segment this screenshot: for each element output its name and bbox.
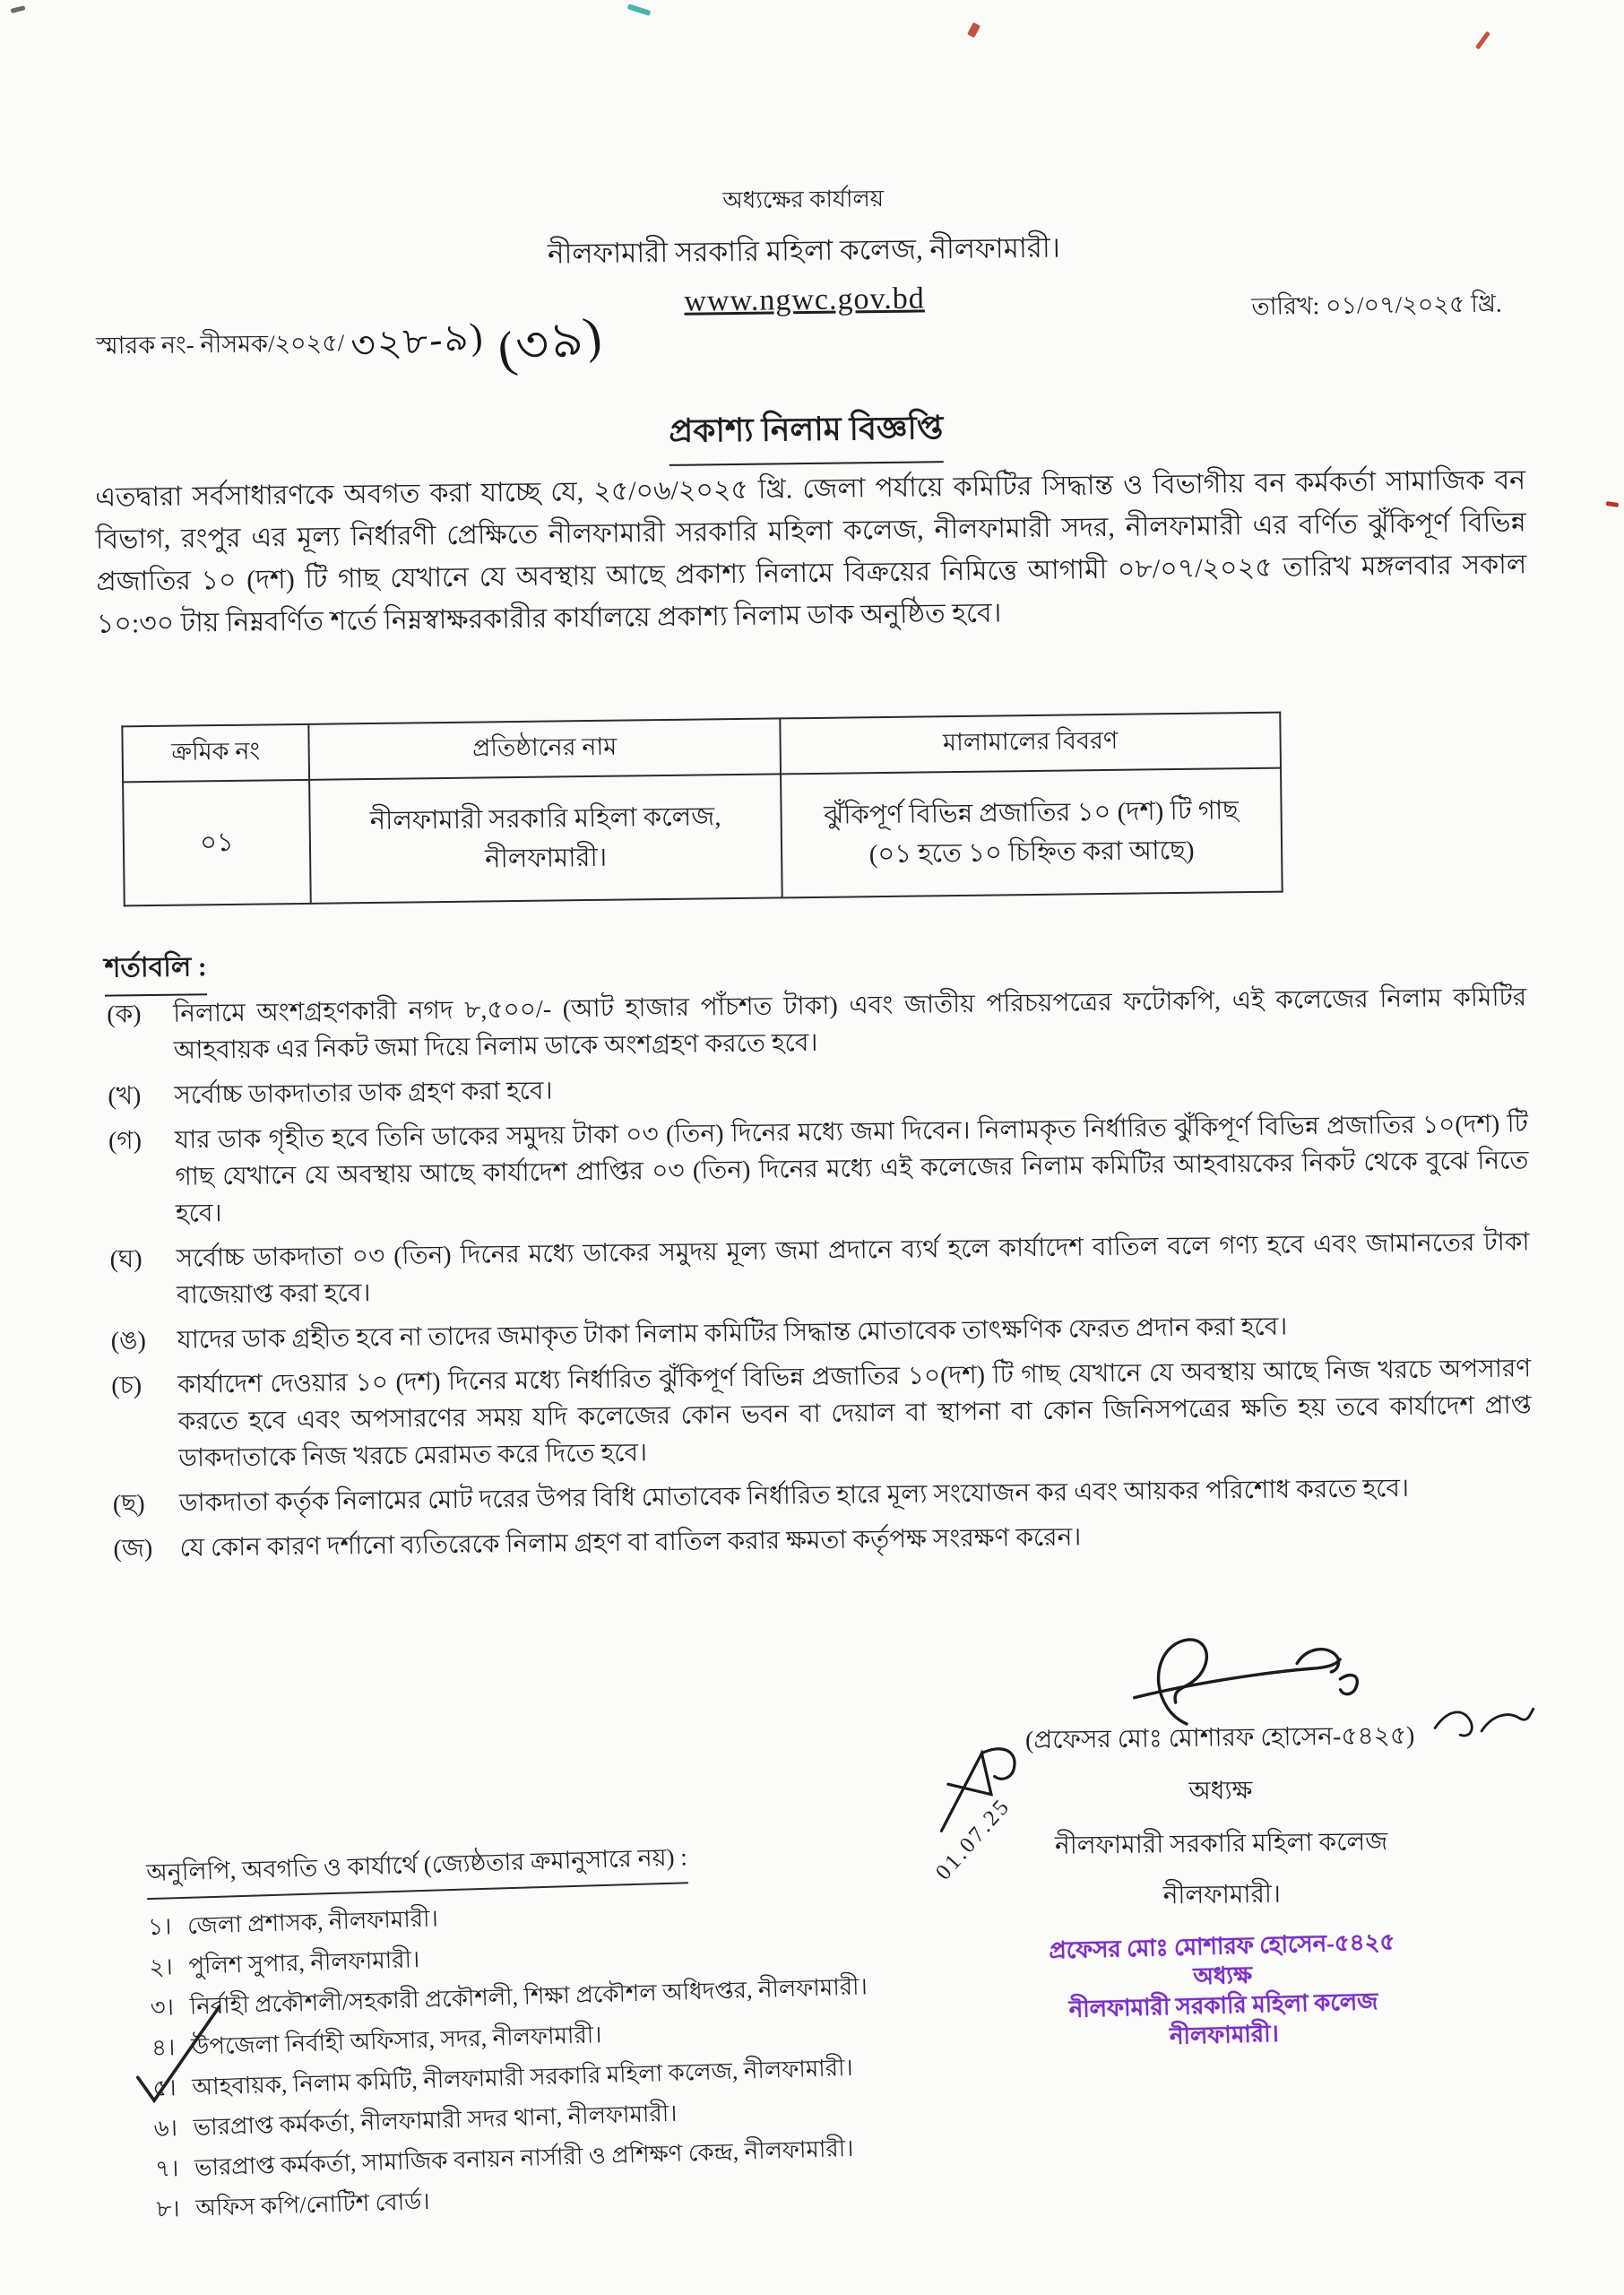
term-label: (ঙ) xyxy=(110,1327,147,1355)
term-label: (গ) xyxy=(108,1127,143,1156)
column-header-serial: ক্রমিক নং xyxy=(122,724,309,783)
term-label: (জ) xyxy=(113,1535,153,1563)
signatory-name: (প্রফেসর মোঃ মোশারফ হোসেন-৫৪২৫) xyxy=(924,1714,1516,1763)
term-text: যে কোন কারণ দর্শানো ব্যতিরেকে নিলাম গ্রহণ বা বাতিল করার ক্ষমতা কর্তৃপক্ষ সংরক্ষণ করেন। xyxy=(179,1523,1082,1563)
term-text: সর্বোচ্চ ডাকদাতার ডাক গ্রহণ করা হবে। xyxy=(174,1077,553,1110)
description-line1: ঝুঁকিপূর্ণ বিভিন্ন প্রজাতির ১০ (দশ) টি গাছ xyxy=(824,796,1240,830)
notice-title: প্রকাশ্য নিলাম বিজ্ঞপ্তি xyxy=(669,403,944,466)
distribution-item: ৬। ভারপ্রাপ্ত কর্মকর্তা, নীলফামারী সদর থানা, নীলফামারী। xyxy=(153,2100,678,2143)
signatory-district: নীলফামারী। xyxy=(1162,1880,1282,1910)
column-header-institution: প্রতিষ্ঠানের নাম xyxy=(308,718,781,779)
auction-items-table xyxy=(121,712,1283,907)
cell-description xyxy=(781,768,1283,898)
website-link[interactable]: www.ngwc.gov.bd xyxy=(684,281,925,318)
term-text: নিলামে অংশগ্রহণকারী নগদ ৮,৫০০/- (আট হাজার পাঁচশত টাকা) এবং জাতীয় পরিচয়পত্রের ফটোকপি, এই কলেজের নিলাম কমিটির আহবায়ক এর নিকট জমা দিয়ে নিলাম ডাকে অংশগ্রহণ করতে হবে। xyxy=(173,983,1527,1065)
term-item xyxy=(110,1305,1530,1359)
distribution-item: ৮। অফিস কপি/নোটিশ বোর্ড। xyxy=(156,2187,430,2222)
table-row xyxy=(123,768,1283,906)
cell-institution xyxy=(309,774,782,903)
term-text: যাদের ডাক গ্রহীত হবে না তাদের জমাকৃত টাকা নিলাম কমিটির সিদ্ধান্ত মোতাবেক তাৎক্ষণিক ফেরত প্রদান করা হবে। xyxy=(177,1312,1288,1355)
office-name: অধ্যক্ষের কার্যালয় xyxy=(722,185,885,214)
signatory-college: নীলফামারী সরকারি মহিলা কলেজ xyxy=(1054,1828,1388,1860)
term-item xyxy=(108,1061,1527,1114)
college-name: নীলফামারী সরকারি মহিলা কলেজ, নীলফামারী। xyxy=(547,231,1061,270)
term-label: (ছ) xyxy=(112,1490,145,1519)
column-header-description: মালামালের বিবরণ xyxy=(780,713,1281,775)
checkmark-ink xyxy=(130,1999,229,2108)
term-label: (ঘ) xyxy=(109,1245,143,1274)
description-line2: (০১ হতে ১০ চিহ্নিত করা আছে) xyxy=(868,836,1195,870)
issue-date: তারিখ: ০১/০৭/২০২৫ খ্রি. xyxy=(1251,290,1502,320)
distribution-item: ৭। ভারপ্রাপ্ত কর্মকর্তা, সামাজিক বনায়ন নার্সারী ও প্রশিক্ষণ কেন্দ্র, নীলফামারী। xyxy=(154,2135,854,2182)
memo-number-label: স্মারক নং- নীসমক/২০২৫/ xyxy=(95,329,345,359)
distribution-item: ২। পুলিশ সুপার, নীলফামারী। xyxy=(149,1946,420,1981)
institution-line1: নীলফামারী সরকারি মহিলা কলেজ, xyxy=(369,802,721,836)
stamp-designation: অধ্যক্ষ xyxy=(1192,1962,1253,1990)
term-text: ডাকদাতা কর্তৃক নিলামের মোট দরের উপর বিধি মোতাবেক নির্ধারিত হারে মূল্য সংযোজন কর এবং আয়কর পরিশোধ করতে হবে। xyxy=(178,1474,1410,1518)
signatory-designation: অধ্যক্ষ xyxy=(1188,1777,1253,1806)
distribution-list xyxy=(146,1829,1035,2237)
term-text: যার ডাক গৃহীত হবে তিনি ডাকের সমুদয় টাকা ০৩ (তিন) দিনের মধ্যে জমা দিবেন। নিলামকৃত নির্ধারিত ঝুঁকিপূর্ণ বিভিন্ন প্রজাতির ১০(দশ) টি গাছ যেখানে যে অবস্থায় আছে কার্যাদেশ প্রাপ্তির ০৩ (তিন) দিনের মধ্যে এই কলেজের নিলাম কমিটির আহবায়কের নিকট থেকে বুঝে নিতে হবে। xyxy=(174,1110,1529,1228)
term-item xyxy=(107,979,1527,1070)
term-item xyxy=(113,1513,1533,1567)
memo-number-line xyxy=(95,306,608,379)
term-item xyxy=(113,1468,1533,1522)
handwritten-memo-number: ৩২৮-৯) xyxy=(349,316,486,368)
term-text: কার্যাদেশ দেওয়ার ১০ (দশ) দিনের মধ্যে নির্ধারিত ঝুঁকিপূর্ণ বিভিন্ন প্রজাতির ১০(দশ) টি গাছ যেখানে যে অবস্থায় আছে নিজ খরচে অপসারণ করতে হবে এবং অপসারণের সময় যদি কলেজের কোন ভবন বা দেয়াল বা স্থাপনা বা কোন জিনিসপত্রের ক্ষতি হয় তবে কার্যাদেশ প্রাপ্ত ডাকদাতাকে নিজ খরচে মেরামত করে দিতে হবে। xyxy=(177,1355,1532,1473)
terms-heading: শর্তাবলি : xyxy=(104,945,207,996)
stamp-college: নীলফামারী সরকারি মহিলা কলেজ xyxy=(1068,1988,1378,2022)
stamp-name: প্রফেসর মোঃ মোশারফ হোসেন-৫৪২৫ xyxy=(1049,1928,1395,1964)
distribution-item: ৪। উপজেলা নির্বাহী অফিসার, সদর, নীলফামারী। xyxy=(151,2022,602,2062)
term-label: (খ) xyxy=(108,1082,142,1111)
distribution-item: ৩। নির্বাহী প্রকৌশলী/সহকারী প্রকৌশলী, শিক্ষা প্রকৌশল অধিদপ্তর, নীলফামারী। xyxy=(150,1973,868,2022)
distribution-heading: অনুলিপি, অবগতি ও কার্যার্থে (জ্যেষ্ঠতার ক্রমানুসারে নয়) : xyxy=(146,1839,688,1900)
institution-line2: নীলফামারী। xyxy=(484,843,608,874)
terms-list xyxy=(107,979,1533,1575)
signature-ink-overlay xyxy=(1430,1691,1538,1742)
term-item xyxy=(108,1105,1529,1233)
term-item xyxy=(111,1350,1532,1477)
handwritten-memo-number-circled: (৩৯) xyxy=(493,306,608,379)
notice-body-paragraph: এতদ্বারা সর্বসাধারণকে অবগত করা যাচ্ছে যে, ২৫/০৬/২০২৫ খ্রি. জেলা পর্যায়ে কমিটির সিদ্ধান্ত ও বিভাগীয় বন কর্মকর্তা সামাজিক বন বিভাগ, রংপুর এর মূল্য নির্ধারণী প্রেক্ষিতে নীলফামারী সরকারি মহিলা কলেজ, নীলফামারী সদর, নীলফামারী এর বর্ণিত ঝুঁকিপূর্ণ বিভিন্ন প্রজাতির ১০ (দশ) টি গাছ যেখানে যে অবস্থায় আছে প্রকাশ্য নিলামে বিক্রয়ের নিমিত্তে আগামী ০৮/০৭/২০২৫ তারিখ মঙ্গলবার সকাল ১০:৩০ টায় নিম্নবর্ণিত শর্তে নিম্নস্বাক্ষরকারীর কার্যালয়ে প্রকাশ্য নিলাম ডাক অনুষ্ঠিত হবে। xyxy=(95,465,1527,639)
term-item xyxy=(109,1224,1530,1314)
term-text: সর্বোচ্চ ডাকদাতা ০৩ (তিন) দিনের মধ্যে ডাকের সমুদয় মূল্য জমা প্রদানে ব্যর্থ হলে কার্যাদেশ বাতিল বলে গণ্য হবে এবং জামানতের টাকা বাজেয়াপ্ত করা হবে। xyxy=(176,1228,1530,1310)
term-label: (ক) xyxy=(107,1000,142,1029)
stamp-district: নীলফামারী। xyxy=(1169,2020,1280,2050)
distribution-item: ৫। আহবায়ক, নিলাম কমিটি, নীলফামারী সরকারি মহিলা কলেজ, নীলফামারী। xyxy=(152,2054,854,2102)
term-label: (চ) xyxy=(111,1372,143,1400)
distribution-item: ১। জেলা প্রশাসক, নীলফামারী। xyxy=(147,1905,439,1941)
cell-serial: ০১ xyxy=(123,780,311,906)
handwritten-date: 01.07.25 xyxy=(931,1793,1015,1885)
